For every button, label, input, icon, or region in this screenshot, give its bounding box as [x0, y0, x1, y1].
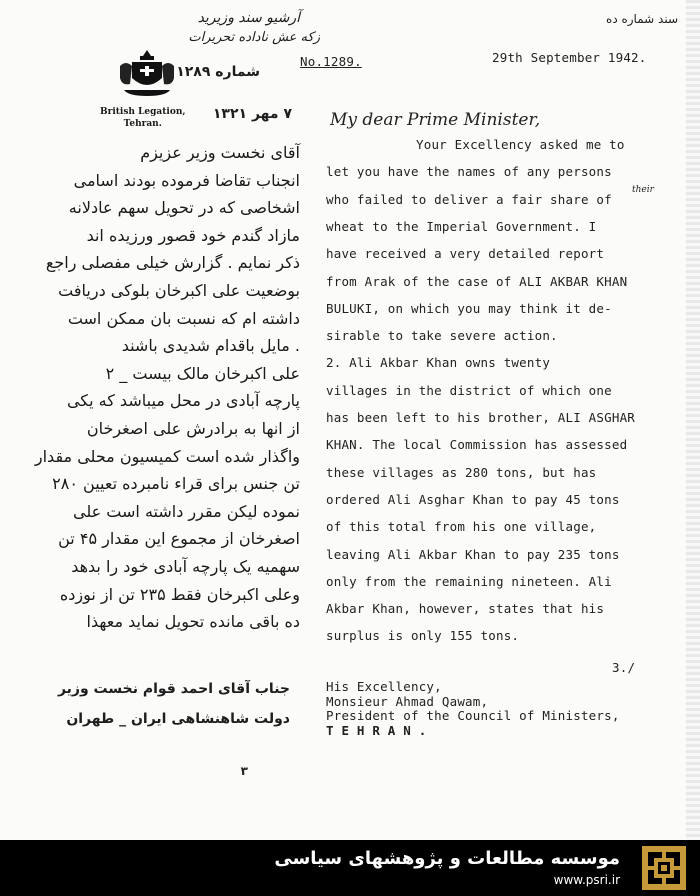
farsi-body-line: ده باقی مانده تحویل نماید معهذا [86, 612, 300, 632]
doc-number: No.1289. [300, 54, 362, 69]
body-line: Your Excellency asked me to [416, 137, 625, 152]
body-line: sirable to take severe action. [326, 328, 558, 344]
insert-mark: their [632, 185, 654, 195]
legation-line1: British Legation, [100, 107, 186, 117]
margin-note: سند شماره ده [606, 12, 678, 26]
institute-footer [0, 840, 700, 896]
royal-crest-icon [112, 44, 182, 104]
farsi-body-line: وعلی اکبرخان فقط ۲۳۵ تن از نوزده [59, 584, 300, 604]
body-line: 2. Ali Akbar Khan owns twenty [326, 355, 551, 371]
institute-name: موسسه مطالعات و پژوهشهای سیاسی [274, 848, 620, 869]
farsi-body-line: نموده لیکن مقرر داشته است علی [73, 501, 300, 521]
body-line: only from the remaining nineteen. Ali [326, 573, 612, 589]
letter-date: 29th September 1942. [492, 50, 647, 65]
body-line: let you have the names of any persons [326, 164, 612, 180]
addressee-line: T E H R A N . [326, 722, 427, 738]
addressee-line: His Excellency, [326, 679, 442, 694]
body-line: Akbar Khan, however, states that his [326, 601, 605, 617]
legation-line2: Tehran. [123, 119, 162, 129]
handwritten-header-line2: زکه عش ناداده تحریرات [188, 30, 320, 45]
farsi-addressee-line: دولت شاهنشاهی ایران _ طهران [66, 711, 290, 727]
continuation-mark: 3./ [612, 660, 636, 675]
farsi-body-line: انجناب تقاضا فرموده بودند اسامی [73, 170, 300, 190]
farsi-body-line: اصغرخان از مجموع این مقدار ۴۵ تن [58, 529, 300, 549]
body-line: leaving Ali Akbar Khan to pay 235 tons [326, 546, 620, 562]
addressee-line: Monsieur Ahmad Qawam, [326, 693, 489, 709]
farsi-number: شماره ۱۲۸۹ [176, 64, 260, 80]
farsi-body-line: از انها به برادرش علی اصغرخان [86, 419, 300, 438]
body-line: wheat to the Imperial Government. I [326, 218, 597, 234]
farsi-body-line: ۲۸۰ تن جنس برای قراء نامبرده تعیین [52, 474, 300, 494]
farsi-body-line: مازاد گندم خود قصور ورزیده اند [86, 225, 300, 245]
handwritten-header-line1: آرشیو سند وزیرید [197, 10, 300, 26]
farsi-body-line: داشته ام که نسبت بان ممکن است [67, 308, 300, 328]
body-line: have received a very detailed report [326, 246, 605, 262]
body-line: ordered Ali Asghar Khan to pay 45 tons [326, 491, 620, 507]
institute-url[interactable]: www.psri.ir [553, 873, 620, 887]
addressee-block [326, 680, 620, 738]
farsi-body-line: اشخاصی که در تحویل سهم عادلانه [68, 198, 300, 218]
farsi-date: ۷ مهر ۱۳۲۱ [212, 106, 292, 122]
farsi-body-line: آقای نخست وزیر عزیزم [140, 143, 300, 162]
body-line: these villages as 280 tons, but has [326, 464, 597, 480]
psri-logo-icon [642, 846, 686, 890]
farsi-body [34, 143, 300, 643]
farsi-body-line: مایل باقدام شدیدی باشند . [121, 336, 300, 356]
body-line: of this total from his one village, [326, 519, 597, 535]
farsi-body-line: بوضعیت علی اکبرخان بلوکی دریافت [58, 281, 300, 300]
farsi-body-line: ذکر نمایم . گزارش خیلی مفصلی راجع [45, 253, 300, 273]
body-line: has been left to his brother, ALI ASGHAR [326, 410, 636, 425]
farsi-body-line: واگذار شده است کمیسیون محلی مقدار [34, 446, 300, 466]
body-line: surplus is only 155 tons. [326, 628, 520, 644]
farsi-addressee-line: جناب آقای احمد قوام نخست وزیر [57, 681, 290, 697]
body-line: from Arak of the case of ALI AKBAR KHAN [326, 273, 628, 289]
legation-heading [100, 106, 186, 130]
body-line: villages in the district of which one [326, 382, 612, 398]
body-line: BULUKI, on which you may think it de- [326, 300, 612, 316]
addressee-line: President of the Council of Ministers, [326, 708, 620, 723]
scan-edge [686, 0, 700, 840]
body-line: KHAN. The local Commission has assessed [326, 437, 628, 453]
body-line: who failed to deliver a fair share of [326, 191, 612, 207]
farsi-body-line: سهمیه یک پارچه آبادی خود را بدهد [71, 557, 300, 576]
farsi-body-line: پارچه آبادی در محل میباشد که یکی [66, 391, 300, 411]
farsi-page-mark: ۳ [240, 764, 248, 778]
farsi-body-line: ۲ _ علی اکبرخان مالک بیست [105, 363, 300, 383]
salutation: My dear Prime Minister, [330, 110, 541, 130]
